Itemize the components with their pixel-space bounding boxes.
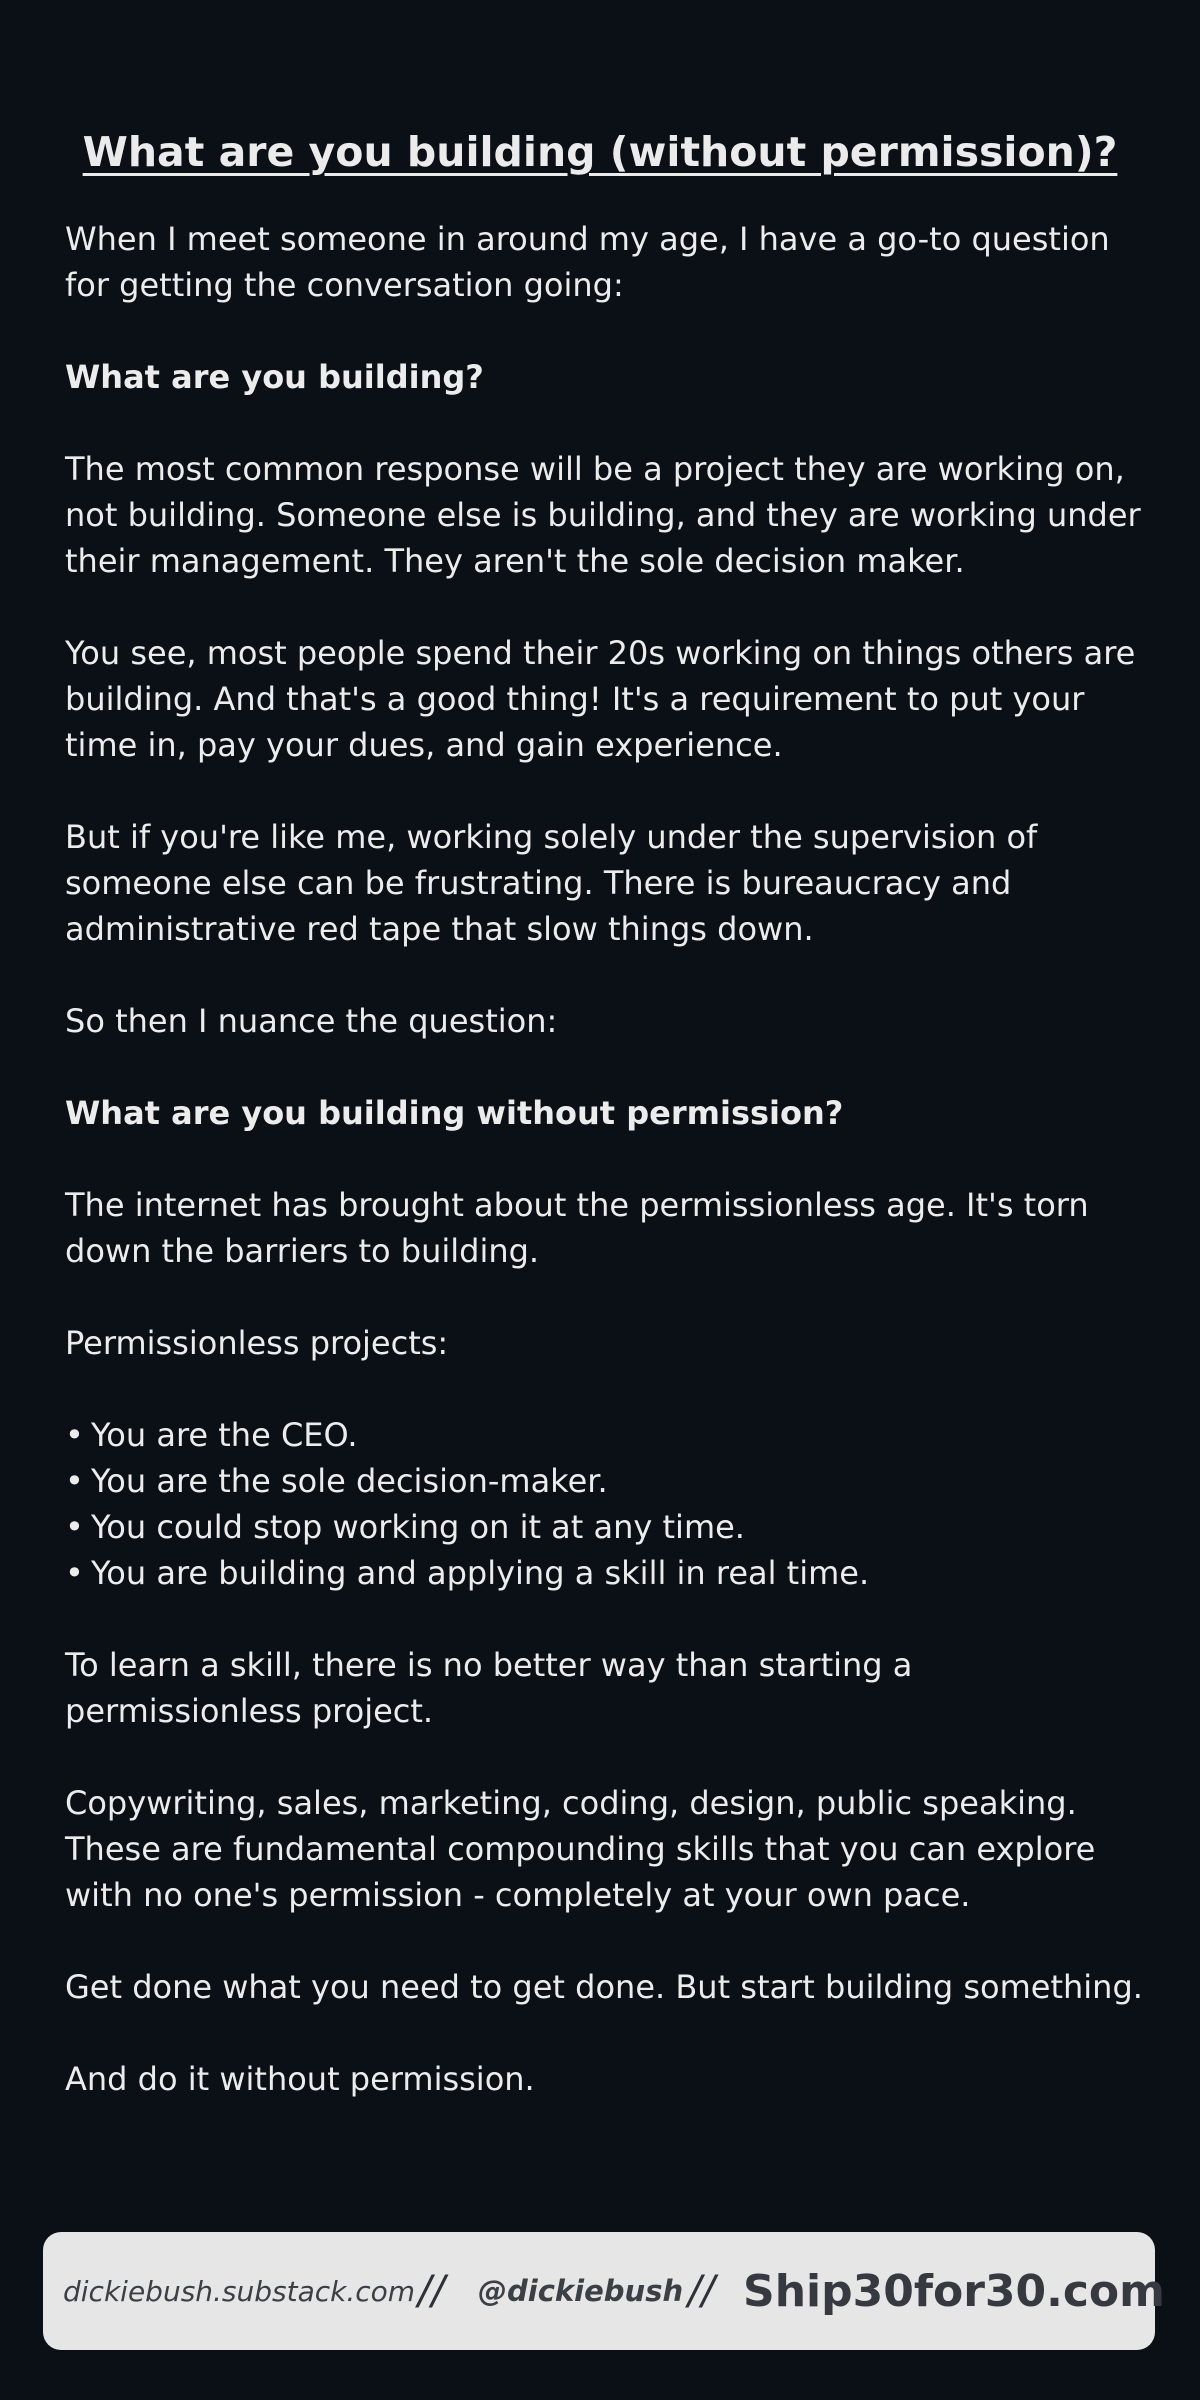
list-item <box>65 1550 1145 1596</box>
paragraph-permissionless-projects: Permissionless projects: <box>65 1324 449 1362</box>
list-item-text: You are building and applying a skill in real time. <box>91 1554 870 1592</box>
list-item <box>65 1412 1145 1458</box>
paragraph-nuance: So then I nuance the question: <box>65 1002 558 1040</box>
list-item <box>65 1458 1145 1504</box>
question-without-permission: What are you building without permission? <box>65 1094 844 1132</box>
paragraph-common-response: The most common response will be a project they are working on, not building. Someone else is building, and they are working under their management. They aren't the sole decision maker. <box>65 450 1141 580</box>
question-what-building: What are you building? <box>65 358 484 396</box>
paragraph-skills: Copywriting, sales, marketing, coding, design, public speaking. These are fundamental compounding skills that you can explore with no one's permission - completely at your own pace. <box>65 1784 1096 1914</box>
bullet-glyph: • <box>65 1462 84 1500</box>
paragraph-learn-skill: To learn a skill, there is no better way than starting a permissionless project. <box>65 1646 913 1730</box>
footer-separator: // <box>688 2268 715 2314</box>
footer-brand: Ship30for30.com <box>743 2265 1165 2317</box>
footer-site-link: dickiebush.substack.com <box>63 2274 416 2308</box>
paragraph-intro: When I meet someone in around my age, I have a go-to question for getting the conversation going: <box>65 220 1110 304</box>
permissionless-list <box>65 1412 1145 1596</box>
paragraph-get-done: Get done what you need to get done. But start building something. <box>65 1968 1143 2006</box>
article-title: What are you building (without permission)? <box>82 128 1118 176</box>
bullet-glyph: • <box>65 1508 84 1546</box>
bullet-glyph: • <box>65 1554 84 1592</box>
list-item-text: You are the sole decision-maker. <box>91 1462 608 1500</box>
article-body <box>65 216 1145 2148</box>
paragraph-twenties: You see, most people spend their 20s working on things others are building. And that's a good thing! It's a requirement to put your time in, pay your dues, and gain experience. <box>65 634 1136 764</box>
bullet-glyph: • <box>65 1416 84 1454</box>
paragraph-frustrating: But if you're like me, working solely under the supervision of someone else can be frustrating. There is bureaucracy and administrative red tape that slow things down. <box>65 818 1038 948</box>
list-item-text: You could stop working on it at any time. <box>91 1508 745 1546</box>
footer-handle: @dickiebush <box>478 2274 684 2308</box>
footer-banner <box>43 2232 1165 2350</box>
paragraph-internet: The internet has brought about the permissionless age. It's torn down the barriers to building. <box>65 1186 1089 1270</box>
paragraph-closing: And do it without permission. <box>65 2060 535 2098</box>
footer-separator: // <box>418 2268 445 2314</box>
list-item <box>65 1504 1145 1550</box>
list-item-text: You are the CEO. <box>91 1416 358 1454</box>
